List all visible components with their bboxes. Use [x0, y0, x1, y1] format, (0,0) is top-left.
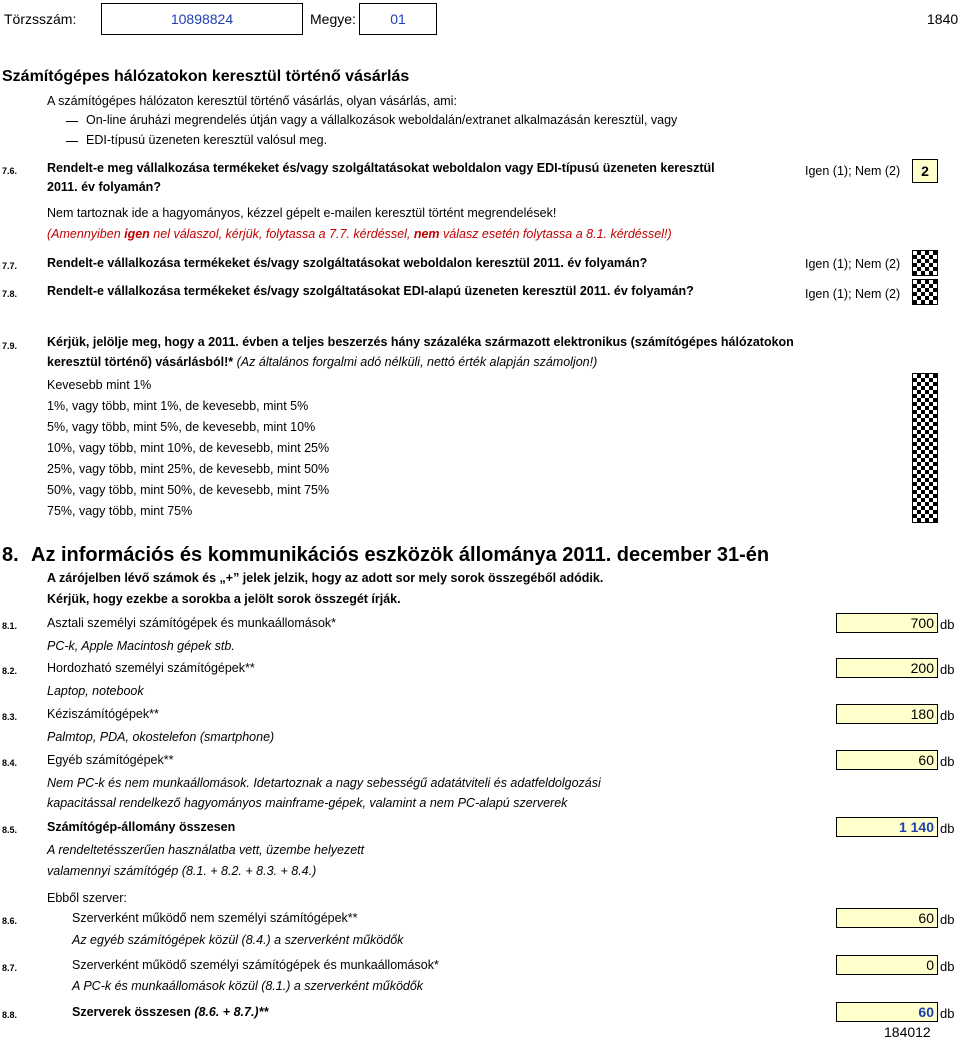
unit-label: db [940, 912, 955, 927]
section7-title: Számítógépes hálózatokon keresztül történő vásárlás [2, 68, 410, 85]
unit-label: db [940, 662, 955, 677]
item-number: 8.5. [2, 825, 18, 835]
q76-answer-value: 2 [921, 163, 929, 179]
bullet-dash [66, 141, 78, 142]
q79-option: 50%, vagy több, mint 50%, de kevesebb, mint 75% [47, 483, 330, 497]
q79-options-field[interactable] [912, 373, 938, 523]
q76-note2-part: (Amennyiben [47, 227, 125, 241]
item-value-field[interactable] [836, 1002, 938, 1022]
section7-bullet1: On-line áruházi megrendelés útján vagy a vállalkozások weboldalán/extranet alkalmazásán keresztül, vagy [86, 113, 678, 127]
item-value-field[interactable] [836, 613, 938, 633]
item-number: 8.3. [2, 712, 18, 722]
torzsszam-value: 10898824 [170, 11, 234, 27]
item-number: 8.1. [2, 621, 18, 631]
q76-note1: Nem tartoznak ide a hagyományos, kézzel gépelt e-mailen keresztül történt megrendelések! [47, 206, 557, 220]
item-sub: Nem PC-k és nem munkaállomások. Idetartoznak a nagy sebességű adatátviteli és adatfeldolgozási [47, 776, 601, 790]
torzsszam-label: Törzsszám: [4, 11, 77, 27]
q79-option: Kevesebb mint 1% [47, 378, 152, 392]
q76-text-line1: Rendelt-e meg vállalkozása termékeket és/vagy szolgáltatásokat weboldalon vagy EDI-típusú üzeneten keresztül [47, 161, 715, 175]
section8-instr2: Kérjük, hogy ezekbe a sorokba a jelölt sorok összegét írják. [47, 592, 401, 606]
q76-answer-field[interactable] [912, 159, 938, 183]
item-sub: valamennyi számítógép (8.1. + 8.2. + 8.3. + 8.4.) [47, 864, 317, 878]
q79-line2-bold: keresztül történő) vásárlásból!* [47, 355, 234, 369]
q76-number: 7.6. [2, 166, 18, 176]
q76-note2-part: válasz esetén folytassa a 8.1. kérdéssel!) [439, 227, 672, 241]
item-value-field[interactable] [836, 955, 938, 975]
item-sub: kapacitással rendelkező hagyományos mainframe-gépek, valamint a nem PC-alapú szerverek [47, 796, 568, 810]
section8-title: Az információs és kommunikációs eszközök állománya 2011. december 31-én [31, 544, 770, 566]
item-value: 60 [918, 752, 934, 768]
q76-note2 [47, 227, 672, 241]
q79-option: 75%, vagy több, mint 75% [47, 504, 193, 518]
item-sub: PC-k, Apple Macintosh gépek stb. [47, 639, 235, 653]
section8-number: 8. [2, 544, 19, 566]
q78-text: Rendelt-e vállalkozása termékeket és/vagy szolgáltatásokat EDI-alapú üzeneten keresztül 2011. év folyamán? [47, 284, 694, 298]
item-label: Számítógép-állomány összesen [47, 820, 236, 834]
item-label-formula: (8.6. + 8.7.)** [194, 1005, 269, 1019]
megye-field[interactable] [359, 3, 437, 35]
unit-label: db [940, 821, 955, 836]
q79-option: 10%, vagy több, mint 10%, de kevesebb, mint 25% [47, 441, 330, 455]
q78-answer-field[interactable] [912, 279, 938, 305]
section8-instr1: A zárójelben lévő számok és „+” jelek jelzik, hogy az adott sor mely sorok összegéből adódik. [47, 571, 604, 585]
item-sub: A rendeltetésszerűen használatba vett, üzembe helyezett [47, 843, 365, 857]
unit-label: db [940, 708, 955, 723]
item-value-field[interactable] [836, 908, 938, 928]
item-value: 1 140 [898, 819, 934, 835]
unit-label: db [940, 959, 955, 974]
item-sub: Laptop, notebook [47, 684, 144, 698]
item-value-field[interactable] [836, 750, 938, 770]
item-label: Egyéb számítógépek** [47, 753, 174, 767]
item-label: Szerverként működő személyi számítógépek és munkaállomások* [72, 958, 439, 972]
megye-label: Megye: [310, 11, 356, 27]
item-value-field[interactable] [836, 817, 938, 837]
page-code: 184012 [884, 1024, 931, 1040]
q78-number: 7.8. [2, 289, 18, 299]
item-label: Hordozható személyi számítógépek** [47, 661, 255, 675]
q79-line2-italic: (Az általános forgalmi adó nélküli, nettó érték alapján számoljon!) [233, 355, 598, 369]
ebbol-label: Ebből szerver: [47, 891, 127, 905]
q76-note2-igen: igen [124, 227, 150, 241]
item-number: 8.8. [2, 1010, 18, 1020]
q76-note2-part: nel válaszol, kérjük, folytassa a 7.7. kérdéssel, [149, 227, 414, 241]
item-label [72, 1005, 268, 1019]
item-value: 60 [918, 1004, 934, 1020]
item-value: 700 [910, 615, 934, 631]
q77-text: Rendelt-e vállalkozása termékeket és/vagy szolgáltatásokat weboldalon keresztül 2011. év folyamán? [47, 256, 648, 270]
q79-text-line1: Kérjük, jelölje meg, hogy a 2011. évben a teljes beszerzés hány százaléka származott elektronikus (számítógépes hálózatokon [47, 335, 794, 349]
item-label-main: Szerverek összesen [72, 1005, 195, 1019]
q79-option: 5%, vagy több, mint 5%, de kevesebb, mint 10% [47, 420, 316, 434]
q79-text-line2 [47, 355, 597, 369]
torzsszam-field[interactable] [101, 3, 303, 35]
item-value: 200 [910, 660, 934, 676]
megye-value: 01 [390, 11, 406, 27]
q79-number: 7.9. [2, 341, 18, 351]
item-sub: Palmtop, PDA, okostelefon (smartphone) [47, 730, 275, 744]
item-value: 0 [926, 957, 934, 973]
q79-option: 25%, vagy több, mint 25%, de kevesebb, mint 50% [47, 462, 330, 476]
item-value: 180 [910, 706, 934, 722]
item-label: Kéziszámítógépek** [47, 707, 159, 721]
item-label: Szerverként működő nem személyi számítógépek** [72, 911, 358, 925]
item-number: 8.2. [2, 666, 18, 676]
item-value: 60 [918, 910, 934, 926]
q79-option: 1%, vagy több, mint 1%, de kevesebb, mint 5% [47, 399, 309, 413]
q77-answer-label: Igen (1); Nem (2) [805, 257, 901, 271]
q77-number: 7.7. [2, 261, 18, 271]
item-value-field[interactable] [836, 704, 938, 724]
section7-intro: A számítógépes hálózaton keresztül történő vásárlás, olyan vásárlás, ami: [47, 94, 457, 108]
q76-note2-nem: nem [413, 227, 440, 241]
item-number: 8.6. [2, 916, 18, 926]
item-value-field[interactable] [836, 658, 938, 678]
unit-label: db [940, 1006, 955, 1021]
unit-label: db [940, 754, 955, 769]
form-code: 1840 [927, 11, 959, 27]
q78-answer-label: Igen (1); Nem (2) [805, 287, 901, 301]
bullet-dash [66, 121, 78, 122]
q76-answer-label: Igen (1); Nem (2) [805, 164, 901, 178]
unit-label: db [940, 617, 955, 632]
item-label: Asztali személyi számítógépek és munkaállomások* [47, 616, 337, 630]
section7-bullet2: EDI-típusú üzeneten keresztül valósul meg. [86, 133, 328, 147]
q76-text-line2: 2011. év folyamán? [47, 180, 161, 194]
item-number: 8.4. [2, 758, 18, 768]
item-sub: Az egyéb számítógépek közül (8.4.) a szerverként működők [72, 933, 404, 947]
item-sub: A PC-k és munkaállomások közül (8.1.) a szerverként működők [72, 979, 424, 993]
item-number: 8.7. [2, 963, 18, 973]
q77-answer-field[interactable] [912, 250, 938, 276]
